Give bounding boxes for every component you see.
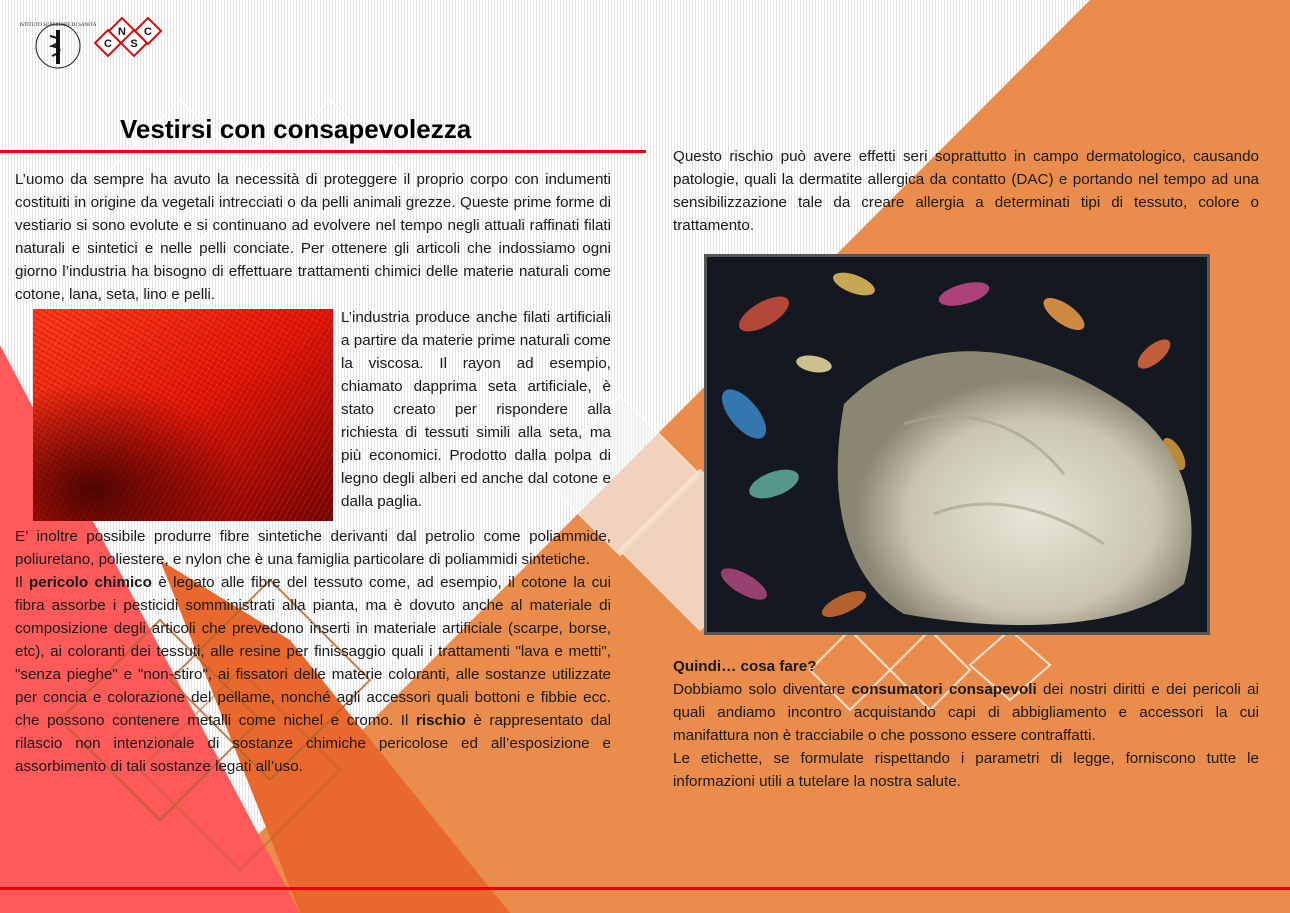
right-column-top [673,145,1259,237]
red-fabric-photo [15,309,341,525]
left-column [15,168,611,778]
header-logos [19,18,170,78]
page-title: Vestirsi con consapevolezza [120,114,472,144]
iss-logo-text: ISTITUTO SUPERIORE DI SANITÀ [19,23,97,28]
cnsc-logo [95,18,161,56]
heading-text: Quindi… cosa fare? [673,658,817,675]
bottom-divider [0,887,1290,890]
bold-term-rischio: rischio [415,712,466,729]
title-divider [0,150,646,153]
intro-paragraph: L’uomo da sempre ha avuto la necessità di proteggere il proprio corpo con indumenti costituiti in origine da vegetali intrecciati o da pelli animali grezze. Queste prime forme di vestiario si sono evolute e si continuano ad evolvere nel tempo negli attuali raffinati filati naturali e sintetici e nelle pelli conciate. Per ottenere gli articoli che indossiamo ogni giorno l’industria ha bisogno di effettuare trattamenti chimici delle materie naturali come cotone, lana, seta, lino e pelli. [15,171,611,303]
cnsc-letter-1: C [104,38,112,50]
chemical-hazard-paragraph [15,571,611,778]
bold-term-pericolo-chimico: pericolo chimico [29,574,152,591]
viscose-paragraph: L’industria produce anche filati artificiali a partire da materie prime naturali come la viscosa. Il rayon ad esempio, chiamato dapprima seta artificiale, è stato creato per rispondere alla richiesta di tessuti simili alla seta, ma più economici. Prodotto dalla polpa di legno degli alberi ed anche dal cotone e dalla paglia. [341,309,611,510]
floral-fabric-image [704,254,1210,635]
iss-logo [20,22,97,68]
what-to-do-heading [673,655,1259,678]
text-run: è rappresentato dal rilascio non intenzionale di sostanze chimiche pericolose ed all’esposizione e assorbimento di tali sostanze legati all’uso. [15,712,611,775]
right-column-bottom [673,655,1259,793]
conscious-consumers-paragraph [673,678,1259,747]
synthetic-fibers-paragraph: E’ inoltre possibile produrre fibre sintetiche derivanti dal petrolio come poliammide, poliuretano, poliestere, e nylon che è una famiglia particolare di poliammidi sintetiche. [15,528,611,568]
floral-silk-and-white-fabric-photo [704,254,1210,635]
cnsc-letter-4: C [144,26,152,38]
risk-effects-paragraph: Questo rischio può avere effetti seri soprattutto in campo dermatologico, causando patologie, quali la dermatite allergica da contatto (DAC) e portando nel tempo ad una sensibilizzazione tale da creare allergia a determinati tipi di tessuto, colore o trattamento. [673,148,1259,234]
bold-term-consumatori-consapevoli: consumatori consapevoli [851,681,1037,698]
cnsc-letter-2: N [118,26,126,38]
text-run: dei nostri diritti e dei pericoli ai quali andiamo incontro acquistando capi di abbigliamento e accessori la cui manifattura non è tracciabile o che possono essere contraffatti. [673,681,1259,744]
red-fabric-image [15,309,341,525]
text-run: Dobbiamo solo diventare [673,681,852,698]
labels-paragraph: Le etichette, se formulate rispettando i parametri di legge, forniscono tutte le informazioni utili a tutelare la nostra salute. [673,750,1259,790]
text-run: Il [15,574,30,591]
text-run: è legato alle fibre del tessuto come, ad esempio, il cotone la cui fibra assorbe i pesticidi somministrati alla pianta, ma è dovuto anche al materiale di composizione degli articoli che prevedono inserti in materiale artificiale (scarpe, borse, etc), ai coloranti dei tessuti, alle resine per finissaggio quali i trattamenti "lava e metti", "senza pieghe" e "non-stiro", ai fissatori delle materie coloranti, alle sostanze utilizzate per concia e colorazione del pellame, nonché agli accessori quali bottoni e fibbie ecc. che possono contenere metalli come nichel e cromo. Il [15,574,611,729]
cnsc-letter-3: S [130,38,138,50]
